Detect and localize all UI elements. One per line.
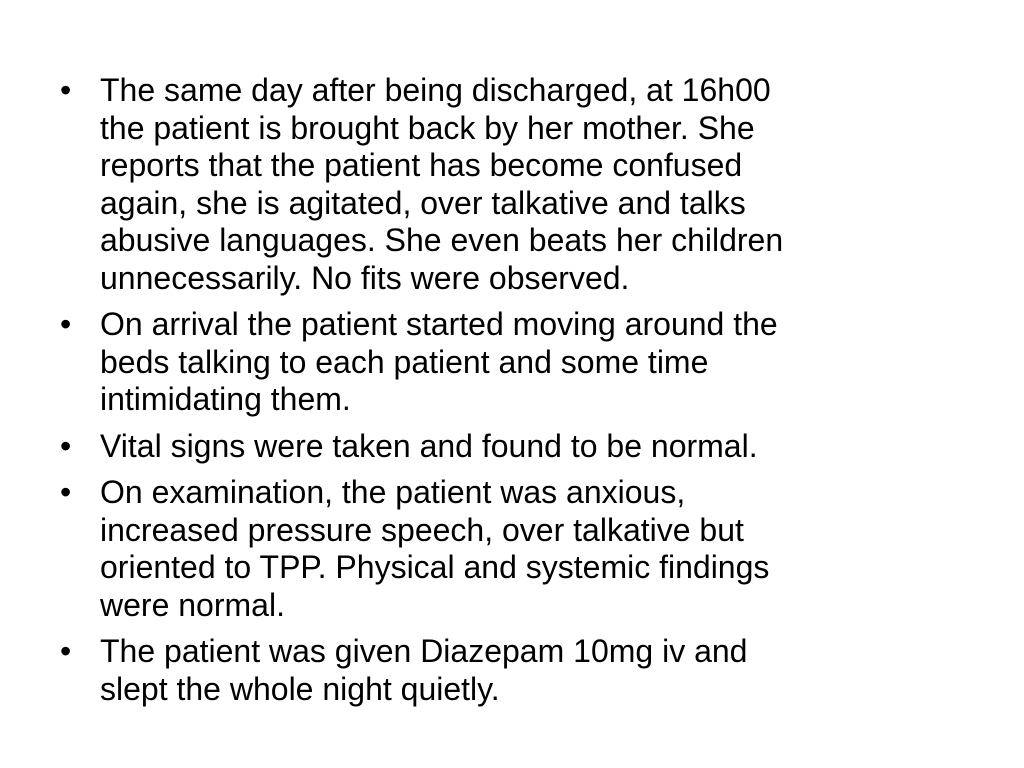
- bullet-line: On examination, the patient was anxious,: [100, 474, 686, 510]
- bullet-item-1: [60, 72, 970, 297]
- bullet-item-3: [60, 428, 970, 466]
- bullet-list: [60, 72, 970, 717]
- bullet-line: again, she is agitated, over talkative and talks: [100, 184, 746, 221]
- bullet-item-4: [60, 474, 970, 624]
- bullet-item-5: [60, 633, 970, 708]
- bullet-line: beds talking to each patient and some time: [100, 343, 709, 380]
- bullet-text: [100, 633, 970, 708]
- bullet-text: [100, 474, 970, 624]
- bullet-icon: •: [60, 72, 72, 108]
- bullet-line: the patient is brought back by her mother. She: [100, 109, 755, 146]
- bullet-text: [100, 428, 970, 466]
- bullet-line: Vital signs were taken and found to be normal.: [100, 427, 758, 464]
- bullet-text: [100, 72, 970, 297]
- bullet-text: [100, 306, 970, 419]
- bullet-item-2: [60, 306, 970, 419]
- bullet-line: slept the whole night quietly.: [100, 670, 500, 707]
- bullet-line: On arrival the patient started moving around the: [100, 306, 778, 342]
- bullet-line: The same day after being discharged, at 16h00: [100, 72, 771, 108]
- bullet-line: oriented to TPP. Physical and systemic findings: [100, 549, 770, 585]
- bullet-icon: •: [60, 474, 72, 510]
- bullet-icon: •: [60, 633, 72, 669]
- bullet-icon: •: [60, 427, 72, 464]
- bullet-line: increased pressure speech, over talkative but: [100, 511, 744, 548]
- bullet-line: unnecessarily. No fits were observed.: [100, 259, 630, 296]
- bullet-line: were normal.: [100, 586, 285, 623]
- bullet-icon: •: [60, 306, 72, 342]
- bullet-line: reports that the patient has become confused: [100, 147, 743, 183]
- bullet-line: The patient was given Diazepam 10mg iv and: [100, 633, 748, 669]
- bullet-line: abusive languages. She even beats her children: [100, 222, 784, 258]
- bullet-line: intimidating them.: [100, 381, 351, 417]
